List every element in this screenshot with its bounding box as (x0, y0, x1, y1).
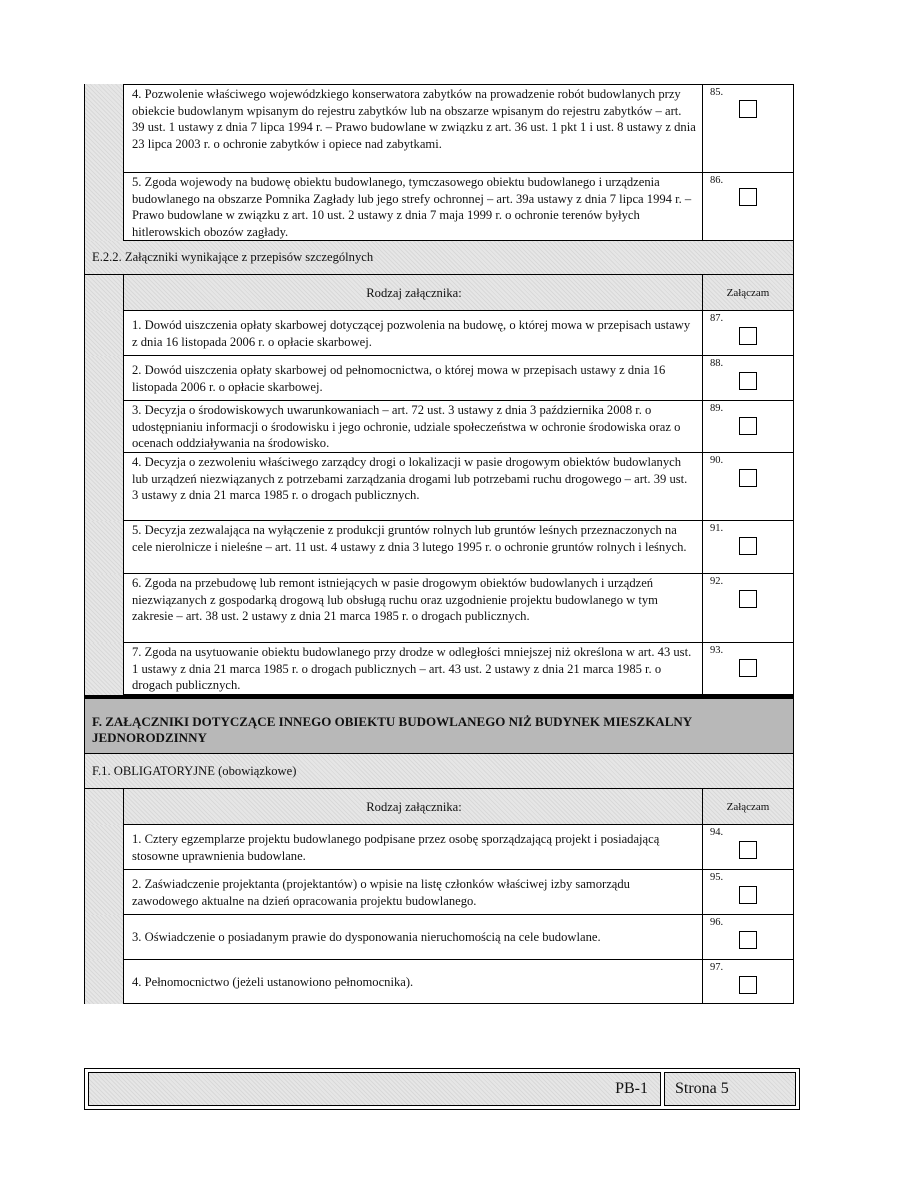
item-number: 95. (710, 872, 724, 883)
attachment-row (84, 401, 794, 453)
attachment-check-cell (703, 453, 794, 521)
item-number: 87. (710, 313, 724, 324)
form-code: PB-1 (88, 1072, 661, 1106)
attachment-check-cell (703, 960, 794, 1004)
attachment-check-cell (703, 84, 794, 173)
attachment-check-cell (703, 825, 794, 870)
attachment-row (84, 915, 794, 960)
column-header-type: Rodzaj załącznika: (123, 275, 703, 311)
attachment-description: 5. Decyzja zezwalająca na wyłączenie z produkcji gruntów rolnych lub gruntów leśnych przeznaczonych na cele nierolnicze i nieleśne – art. 11 ust. 4 ustawy z dnia 3 lutego 1995 r. o ochronie gruntów rolnych i leśnych. (123, 521, 703, 574)
attachment-checkbox[interactable] (739, 931, 757, 949)
attachment-row (84, 574, 794, 643)
item-number: 93. (710, 645, 724, 656)
item-number: 85. (710, 87, 724, 98)
attachment-row (84, 825, 794, 870)
column-header-attach: Załączam (703, 789, 794, 825)
attachment-check-cell (703, 356, 794, 401)
item-number: 96. (710, 917, 724, 928)
attachment-description: 1. Cztery egzemplarze projektu budowlanego podpisane przez osobę sporządzającą projekt i posiadającą stosowne uprawnienia budowlane. (123, 825, 703, 870)
attachment-checkbox[interactable] (739, 327, 757, 345)
attachment-check-cell (703, 521, 794, 574)
item-number: 90. (710, 455, 724, 466)
attachment-description: 4. Decyzja o zezwoleniu właściwego zarządcy drogi o lokalizacji w pasie drogowym obiektów budowlanych lub urządzeń niezwiązanych z potrzebami zarządzania drogami lub potrzebami ruchu drogowego – art. 39 ust. 3 ustawy z dnia 21 marca 1985 r. o drogach publicznych. (123, 453, 703, 521)
attachment-row (84, 960, 794, 1004)
table-header-row (84, 275, 794, 311)
attachment-description: 3. Decyzja o środowiskowych uwarunkowaniach – art. 72 ust. 3 ustawy z dnia 3 października 2008 r. o udostępnianiu informacji o środowisku i jego ochronie, udziale społeczeństwa w ochronie środowiska oraz o ocenach oddziaływania na środowisko. (123, 401, 703, 453)
attachment-row (84, 311, 794, 356)
attachment-check-cell (703, 173, 794, 241)
attachment-check-cell (703, 401, 794, 453)
attachment-description: 7. Zgoda na usytuowanie obiektu budowlanego przy drodze w odległości mniejszej niż określona w art. 43 ust. 1 ustawy z dnia 21 marca 1985 r. o drogach publicznych – art. 43 ust. 2 ustawy z dnia 21 marca 1985 r. o drogach publicznych. (123, 643, 703, 695)
attachment-row (84, 870, 794, 915)
item-number: 92. (710, 576, 724, 587)
attachment-check-cell (703, 311, 794, 356)
attachment-description: 3. Oświadczenie o posiadanym prawie do dysponowania nieruchomością na cele budowlane. (123, 915, 703, 960)
attachment-row (84, 643, 794, 695)
attachment-checkbox[interactable] (739, 417, 757, 435)
section-e22-title: E.2.2. Załączniki wynikające z przepisów szczególnych (84, 241, 794, 275)
attachment-description: 4. Pełnomocnictwo (jeżeli ustanowiono pełnomocnika). (123, 960, 703, 1004)
attachment-row (84, 84, 794, 173)
item-number: 86. (710, 175, 724, 186)
attachment-row (84, 521, 794, 574)
attachment-checkbox[interactable] (739, 372, 757, 390)
page-footer (84, 1068, 800, 1110)
attachment-description: 2. Zaświadczenie projektanta (projektantów) o wpisie na listę członków właściwej izby samorządu zawodowego aktualne na dzień opracowania projektu budowlanego. (123, 870, 703, 915)
page-number: Strona 5 (664, 1072, 796, 1106)
item-number: 94. (710, 827, 724, 838)
column-header-attach: Załączam (703, 275, 794, 311)
attachment-description: 5. Zgoda wojewody na budowę obiektu budowlanego, tymczasowego obiektu budowlanego i urządzenia budowlanego na obszarze Pomnika Zagłady lub jego strefy ochronnej – art. 39a ustawy z dnia 7 lipca 1994 r. – Prawo budowlane w związku z art. 10 ust. 2 ustawy z dnia 7 maja 1999 r. o ochronie terenów byłych hitlerowskich obozów zagłady. (123, 173, 703, 241)
attachment-check-cell (703, 870, 794, 915)
attachment-row (84, 453, 794, 521)
attachment-check-cell (703, 915, 794, 960)
attachment-check-cell (703, 574, 794, 643)
attachment-description: 6. Zgoda na przebudowę lub remont istniejących w pasie drogowym obiektów budowlanych i urządzeń niezwiązanych z gospodarką drogową lub obsługą ruchu oraz uzgodnienie projektu budowlanego w tym zakresie – art. 38 ust. 2 ustawy z dnia 21 marca 1985 r. o drogach publicznych. (123, 574, 703, 643)
attachment-description: 4. Pozwolenie właściwego wojewódzkiego konserwatora zabytków na prowadzenie robót budowlanych przy obiekcie budowlanym wpisanym do rejestru zabytków lub na obszarze wpisanym do rejestru zabytków – art. 39 ust. 1 ustawy z dnia 7 lipca 1994 r. – Prawo budowlane w związku z art. 36 ust. 1 pkt 1 i ust. 8 ustawy z dnia 23 lipca 2003 r. o ochronie zabytków i opiece nad zabytkami. (123, 84, 703, 173)
attachment-checkbox[interactable] (739, 976, 757, 994)
attachment-row (84, 173, 794, 241)
item-number: 97. (710, 962, 724, 973)
attachment-checkbox[interactable] (739, 841, 757, 859)
section-f1-title: F.1. OBLIGATORYJNE (obowiązkowe) (84, 753, 794, 789)
item-number: 88. (710, 358, 724, 369)
column-header-type: Rodzaj załącznika: (123, 789, 703, 825)
item-number: 89. (710, 403, 724, 414)
attachment-checkbox[interactable] (739, 100, 757, 118)
attachment-check-cell (703, 643, 794, 695)
attachment-description: 2. Dowód uiszczenia opłaty skarbowej od pełnomocnictwa, o której mowa w przepisach ustawy z dnia 16 listopada 2006 r. o opłacie skarbowej. (123, 356, 703, 401)
attachment-checkbox[interactable] (739, 469, 757, 487)
attachment-checkbox[interactable] (739, 886, 757, 904)
attachment-checkbox[interactable] (739, 590, 757, 608)
section-f-title: F. ZAŁĄCZNIKI DOTYCZĄCE INNEGO OBIEKTU BUDOWLANEGO NIŻ BUDYNEK MIESZKALNY JEDNORODZINNY (84, 699, 794, 753)
attachment-checkbox[interactable] (739, 188, 757, 206)
attachment-description: 1. Dowód uiszczenia opłaty skarbowej dotyczącej pozwolenia na budowę, o której mowa w przepisach ustawy z dnia 16 listopada 2006 r. o opłacie skarbowej. (123, 311, 703, 356)
attachment-checkbox[interactable] (739, 537, 757, 555)
attachment-checkbox[interactable] (739, 659, 757, 677)
attachment-row (84, 356, 794, 401)
form-page (84, 84, 794, 1004)
item-number: 91. (710, 523, 724, 534)
table-header-row (84, 789, 794, 825)
